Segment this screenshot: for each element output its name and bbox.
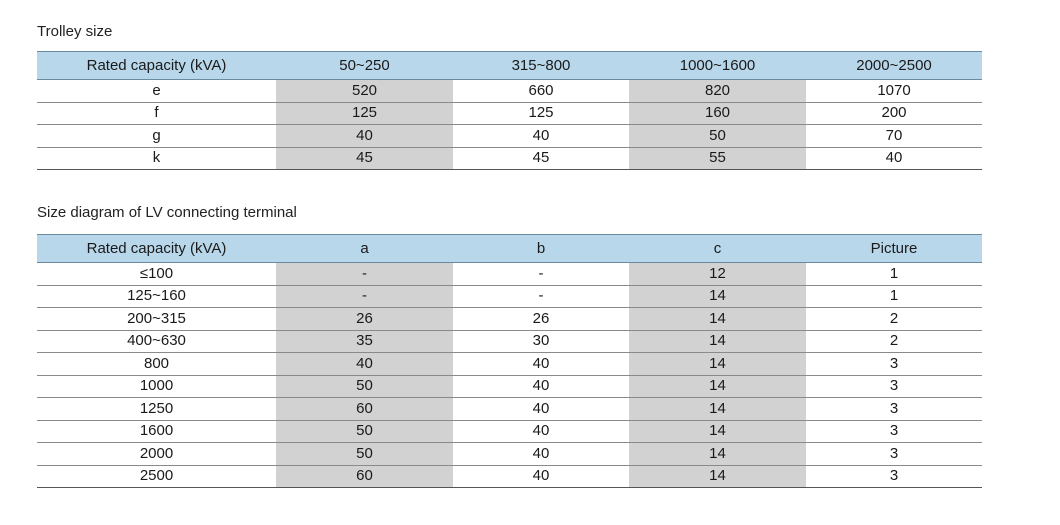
table-cell: 70 (806, 125, 982, 148)
table-cell: 400~630 (37, 330, 276, 353)
table-cell: 50 (629, 125, 806, 148)
table-cell: f (37, 102, 276, 125)
table-cell: 40 (453, 353, 629, 376)
table-cell: 26 (453, 308, 629, 331)
table-cell: 14 (629, 375, 806, 398)
table-row (37, 420, 982, 443)
table-cell: 45 (453, 147, 629, 170)
column-header: a (276, 235, 453, 263)
table-cell: - (453, 285, 629, 308)
table-row (37, 443, 982, 466)
table-cell: 3 (806, 398, 982, 421)
table-cell: 40 (276, 353, 453, 376)
table-row (37, 102, 982, 125)
table-cell: 3 (806, 375, 982, 398)
table-cell: 14 (629, 398, 806, 421)
table-cell: 800 (37, 353, 276, 376)
table-cell: ≤100 (37, 263, 276, 286)
table-cell: 14 (629, 420, 806, 443)
table-cell: 50 (276, 375, 453, 398)
table-cell: 1600 (37, 420, 276, 443)
table-row (37, 353, 982, 376)
table-cell: 2 (806, 330, 982, 353)
table-header-row (37, 52, 982, 80)
table-cell: 3 (806, 443, 982, 466)
table-cell: 2000 (37, 443, 276, 466)
table-row (37, 465, 982, 488)
trolley-size-table (37, 51, 982, 170)
column-header: 50~250 (276, 52, 453, 80)
table-cell: k (37, 147, 276, 170)
table-cell: 45 (276, 147, 453, 170)
table-cell: 520 (276, 80, 453, 103)
table-cell: 2500 (37, 465, 276, 488)
table-cell: 200~315 (37, 308, 276, 331)
column-header: 1000~1600 (629, 52, 806, 80)
table-cell: 26 (276, 308, 453, 331)
table-cell: 40 (453, 420, 629, 443)
table-row (37, 147, 982, 170)
table-cell: 1250 (37, 398, 276, 421)
table-cell: 40 (453, 375, 629, 398)
table-cell: 35 (276, 330, 453, 353)
table-cell: 125~160 (37, 285, 276, 308)
table-row (37, 80, 982, 103)
table-cell: - (276, 263, 453, 286)
table-header-row (37, 235, 982, 263)
table-cell: 3 (806, 353, 982, 376)
table-cell: 660 (453, 80, 629, 103)
table-cell: 1 (806, 263, 982, 286)
table-cell: 40 (453, 443, 629, 466)
table-cell: 1000 (37, 375, 276, 398)
table-cell: 60 (276, 465, 453, 488)
table-cell: 3 (806, 420, 982, 443)
table-cell: 60 (276, 398, 453, 421)
table-cell: 40 (806, 147, 982, 170)
table-cell: 30 (453, 330, 629, 353)
table-cell: 125 (453, 102, 629, 125)
table-row (37, 308, 982, 331)
table-cell: 50 (276, 443, 453, 466)
table-cell: g (37, 125, 276, 148)
table-cell: 200 (806, 102, 982, 125)
table-cell: 3 (806, 465, 982, 488)
table-cell: 12 (629, 263, 806, 286)
table-cell: 40 (453, 125, 629, 148)
table-cell: 14 (629, 308, 806, 331)
table-cell: 40 (276, 125, 453, 148)
column-header: b (453, 235, 629, 263)
table-row (37, 330, 982, 353)
table-cell: e (37, 80, 276, 103)
table-cell: 125 (276, 102, 453, 125)
table-cell: 14 (629, 465, 806, 488)
column-header: Picture (806, 235, 982, 263)
table-cell: 50 (276, 420, 453, 443)
table-row (37, 398, 982, 421)
table-cell: 14 (629, 353, 806, 376)
table-row (37, 285, 982, 308)
table-cell: 55 (629, 147, 806, 170)
column-header: c (629, 235, 806, 263)
table-row (37, 263, 982, 286)
lv-terminal-table (37, 234, 982, 488)
table-row (37, 375, 982, 398)
table-cell: 14 (629, 330, 806, 353)
column-header: Rated capacity (kVA) (37, 52, 276, 80)
table-cell: 40 (453, 465, 629, 488)
table-cell: - (276, 285, 453, 308)
table-cell: 1070 (806, 80, 982, 103)
column-header: 315~800 (453, 52, 629, 80)
table-cell: 14 (629, 285, 806, 308)
table-cell: 820 (629, 80, 806, 103)
table-cell: 40 (453, 398, 629, 421)
column-header: Rated capacity (kVA) (37, 235, 276, 263)
lv-terminal-title: Size diagram of LV connecting terminal (37, 204, 297, 221)
table-cell: 14 (629, 443, 806, 466)
table-cell: 160 (629, 102, 806, 125)
trolley-size-title: Trolley size (37, 23, 113, 40)
table-cell: 1 (806, 285, 982, 308)
table-row (37, 125, 982, 148)
table-cell: - (453, 263, 629, 286)
column-header: 2000~2500 (806, 52, 982, 80)
table-cell: 2 (806, 308, 982, 331)
